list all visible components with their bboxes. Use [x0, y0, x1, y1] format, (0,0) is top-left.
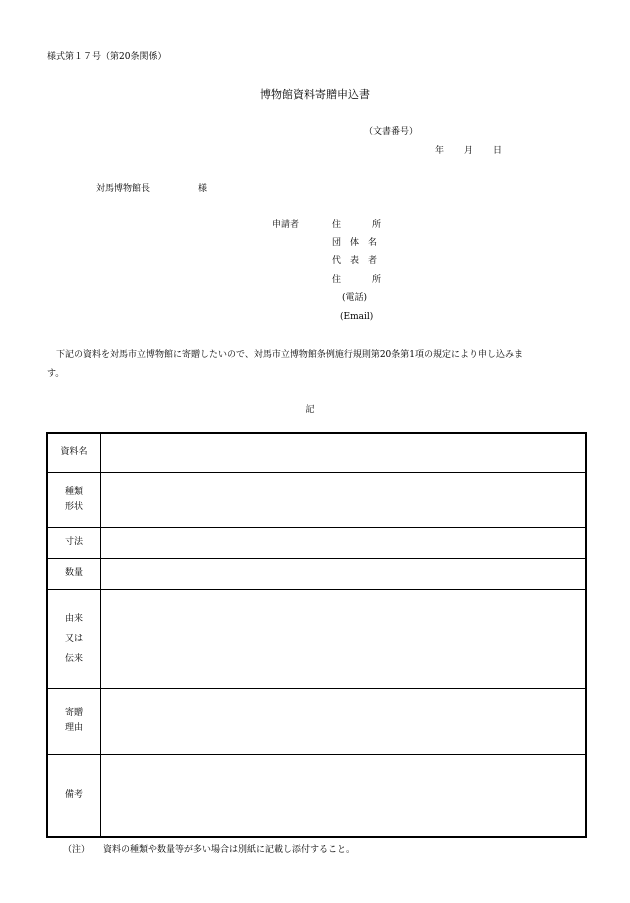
row-size	[47, 527, 586, 558]
ki-heading: 記	[305, 405, 315, 415]
type-shape-label	[47, 472, 101, 527]
date-day: 日	[493, 146, 503, 156]
material-name-label: 資料名	[47, 433, 101, 472]
address-label-left: 住	[332, 220, 342, 230]
date-year: 年	[435, 146, 445, 156]
email-label: (Email)	[340, 312, 374, 322]
body-text-line2: す。	[47, 369, 65, 379]
organization-name-label: 団 体 名	[332, 238, 378, 248]
remarks-field[interactable]	[101, 754, 587, 837]
row-reason	[47, 688, 586, 754]
representative-label: 代 表 者	[332, 256, 378, 266]
addressee-honorific: 様	[198, 184, 208, 194]
size-label: 寸法	[47, 527, 101, 558]
donation-form-table	[46, 432, 587, 838]
type-label: 種類	[64, 486, 83, 497]
address-label-right: 所	[372, 220, 382, 230]
row-origin	[47, 589, 586, 688]
address2-label-right: 所	[372, 275, 382, 285]
origin-label	[47, 589, 101, 688]
reason-label	[47, 688, 101, 754]
origin-label-line3: 伝来	[64, 653, 83, 664]
shape-label: 形状	[64, 501, 83, 512]
row-type-shape	[47, 472, 586, 527]
phone-label: (電話)	[342, 293, 368, 303]
reason-field[interactable]	[101, 688, 587, 754]
row-remarks	[47, 754, 586, 837]
origin-field[interactable]	[101, 589, 587, 688]
row-quantity	[47, 558, 586, 589]
remarks-label: 備考	[47, 754, 101, 837]
page-title: 博物館資料寄贈申込書	[260, 88, 370, 101]
reason-label-line1: 寄贈	[64, 708, 83, 718]
reason-label-line2: 理由	[64, 723, 83, 733]
addressee-name: 対馬博物館長	[96, 184, 151, 194]
origin-label-line1: 由来	[64, 613, 83, 624]
address2-label-left: 住	[332, 275, 342, 285]
size-field[interactable]	[101, 527, 587, 558]
body-text-line1: 下記の資料を対馬市立博物館に寄贈したいので、対馬市立博物館条例施行規則第20条第1項の規定により申し込みま	[56, 350, 524, 360]
row-material-name	[47, 433, 586, 472]
quantity-field[interactable]	[101, 558, 587, 589]
origin-label-line2: 又は	[64, 633, 83, 644]
date-month: 月	[464, 146, 474, 156]
quantity-label: 数量	[47, 558, 101, 589]
document-number: （文書番号）	[364, 127, 419, 137]
note-label: （注）	[63, 845, 91, 855]
form-number: 様式第１７号（第20条関係）	[47, 52, 167, 62]
type-shape-field[interactable]	[101, 472, 587, 527]
note-text: 資料の種類や数量等が多い場合は別紙に記載し添付すること。	[103, 845, 356, 855]
applicant-label: 申請者	[272, 220, 300, 230]
material-name-field[interactable]	[101, 433, 587, 472]
